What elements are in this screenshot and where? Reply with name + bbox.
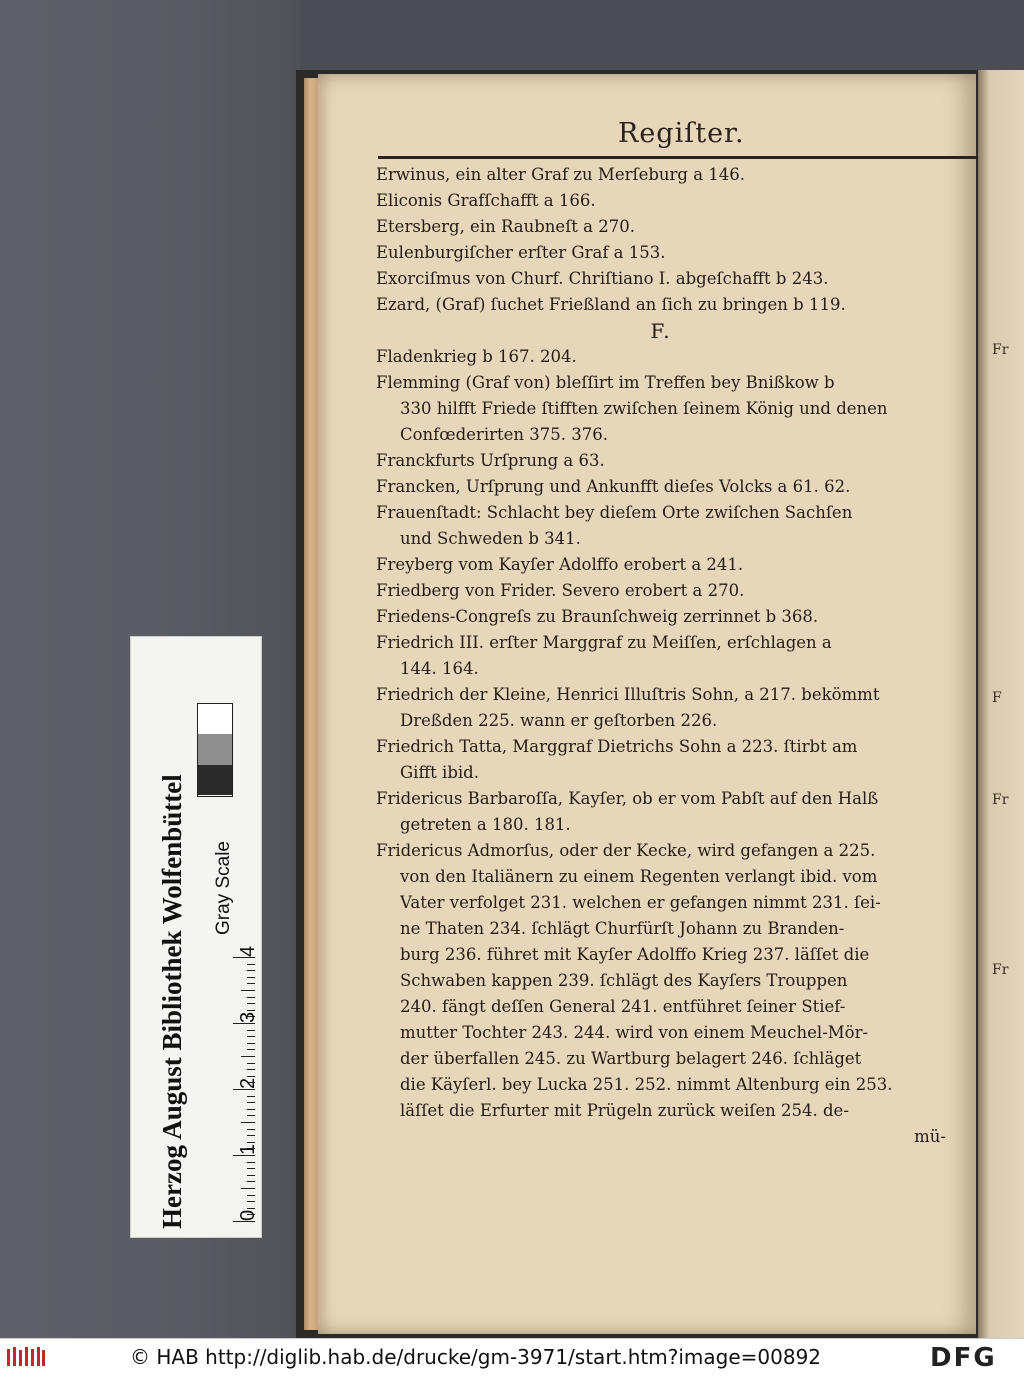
footer-bar [0, 1338, 1024, 1376]
entry-text: Frauenſtadt: Schlacht bey dieſem Orte zwiſchen Sachſen [376, 503, 853, 522]
entry-text: Francken, Urſprung und Ankunfft dieſes Volcks a 61. 62. [376, 477, 851, 496]
register-entry [376, 552, 946, 578]
ruler-tick [233, 1089, 255, 1090]
entry-continuation: Dreßden 225. wann er geſtorben 226. [400, 711, 718, 730]
entry-text: Franckfurts Urſprung a 63. [376, 451, 605, 470]
ruler-number: 1 [237, 1143, 259, 1155]
ruler-tick [247, 1036, 255, 1037]
entry-continuation: 144. 164. [400, 659, 479, 678]
color-scale-card [130, 636, 262, 1238]
entry-text: Friedrich Tatta, Marggraf Dietrichs Sohn a 223. ſtirbt am [376, 737, 858, 756]
ruler-number: 4 [237, 945, 259, 957]
entry-text: Friedens-Congreſs zu Braunſchweig zerrinnet b 368. [376, 607, 819, 626]
register-entry [376, 682, 946, 734]
entry-continuation: von den Italiänern zu einem Regenten verlangt ibid. vom [400, 867, 878, 886]
register-entry [376, 188, 946, 214]
entry-text: Exorciſmus von Churf. Chriſtiano I. abgeſchafft b 243. [376, 269, 829, 288]
ruler-tick [247, 1043, 255, 1044]
ruler-tick [247, 1063, 255, 1064]
ruler-number: 0 [237, 1209, 259, 1221]
entry-continuation: Confœderirten 375. 376. [400, 425, 608, 444]
ruler-tick [247, 1162, 255, 1163]
ruler-tick [247, 1109, 255, 1110]
entry-text: Friedrich III. erſter Marggraf zu Meiſſen, erſchlagen a [376, 633, 832, 652]
entry-text: Eliconis Grafſchafft a 166. [376, 191, 596, 210]
next-page-fragment: Fr [992, 962, 1009, 978]
ruler-tick [233, 1221, 255, 1222]
register-entry [376, 292, 946, 318]
entry-text: Fridericus Barbaroſſa, Kayſer, ob er vom Pabſt auf den Halß [376, 789, 879, 808]
register-entry [376, 162, 946, 188]
ruler-tick [247, 1208, 255, 1209]
ruler-tick [241, 1056, 255, 1057]
document-page [318, 74, 976, 1334]
ruler-tick [247, 1135, 255, 1136]
entry-continuation: Vater verfolget 231. welchen er gefangen nimmt 231. ſei- [400, 893, 881, 912]
ruler-tick [233, 1023, 255, 1024]
ruler-tick [241, 1122, 255, 1123]
ruler-tick [247, 1010, 255, 1011]
catchword: mü- [914, 1127, 946, 1146]
entry-text: Friedrich der Kleine, Henrici Illuſtris Sohn, a 217. bekömmt [376, 685, 880, 704]
next-page-fragment: F [992, 690, 1002, 706]
entry-text: Etersberg, ein Raubneſt a 270. [376, 217, 635, 236]
ruler-tick [241, 990, 255, 991]
entry-continuation: läſſet die Erfurter mit Prügeln zurück weiſen 254. de- [400, 1101, 849, 1120]
ruler-tick [247, 1096, 255, 1097]
ruler-tick [247, 1030, 255, 1031]
register-entry [376, 604, 946, 630]
register-entry [376, 370, 946, 448]
ruler-tick [233, 957, 255, 958]
entry-text: Erwinus, ein alter Graf zu Merſeburg a 146. [376, 165, 746, 184]
ruler-tick [247, 1168, 255, 1169]
entry-continuation: getreten a 180. 181. [400, 815, 571, 834]
register-entry [376, 500, 946, 552]
register-entry [376, 266, 946, 292]
register-entry [376, 214, 946, 240]
ruler-tick [247, 970, 255, 971]
ruler-tick [247, 1076, 255, 1077]
ruler-tick [247, 1003, 255, 1004]
register-entry [376, 786, 946, 838]
next-page-edge [978, 70, 1024, 1338]
entry-text: Friedberg von Frider. Severo erobert a 270. [376, 581, 745, 600]
entry-text: Fridericus Admorſus, oder der Kecke, wird gefangen a 225. [376, 841, 876, 860]
register-entry [376, 630, 946, 682]
next-page-fragment: Fr [992, 792, 1009, 808]
dfg-logo: DFG [930, 1343, 997, 1373]
ruler-tick [247, 1115, 255, 1116]
header-rule [378, 156, 982, 159]
section-letter: F. [650, 319, 672, 343]
register-entry [376, 240, 946, 266]
entry-continuation: ne Thaten 234. ſchlägt Churfürſt Johann zu Branden- [400, 919, 845, 938]
register-entry [376, 734, 946, 786]
ruler-tick [247, 1069, 255, 1070]
ruler-tick [247, 997, 255, 998]
copyright-url[interactable]: © HAB http://diglib.hab.de/drucke/gm-3971/start.htm?image=00892 [130, 1345, 822, 1369]
page-header: Regiſter. [618, 118, 745, 149]
ruler-tick [247, 1195, 255, 1196]
register-entry [376, 344, 946, 370]
entry-continuation: burg 236. führet mit Kayſer Adolffo Krieg 237. läſſet die [400, 945, 870, 964]
ruler-tick [247, 983, 255, 984]
entry-continuation: und Schweden b 341. [400, 529, 581, 548]
ruler-number: 3 [237, 1011, 259, 1023]
register-entry [376, 838, 946, 1124]
library-name: Herzog August Bibliothek Wolfenbüttel [157, 774, 187, 1229]
ruler-tick [233, 1155, 255, 1156]
ruler-tick [247, 1129, 255, 1130]
entry-text: Ezard, (Graf) ſuchet Frießland an ſich zu bringen b 119. [376, 295, 846, 314]
entry-text: Eulenburgiſcher erſter Graf a 153. [376, 243, 666, 262]
entry-continuation: die Käyſerl. bey Lucka 251. 252. nimmt Altenburg ein 253. [400, 1075, 893, 1094]
entry-continuation: 330 hilfft Friede ſtifften zwiſchen ſeinem König und denen [400, 399, 888, 418]
ruler-tick [247, 977, 255, 978]
ruler-tick [247, 1142, 255, 1143]
entry-continuation: 240. fängt deſſen General 241. entführet ſeiner Stief- [400, 997, 846, 1016]
register-entry [376, 578, 946, 604]
next-page-fragment: Fr [992, 342, 1009, 358]
ruler-tick [241, 1188, 255, 1189]
hab-logo-icon [6, 1346, 46, 1368]
register-entries [376, 162, 946, 1150]
entry-continuation: der überfallen 245. zu Wartburg belagert 246. ſchläget [400, 1049, 862, 1068]
register-entry [376, 474, 946, 500]
cm-ruler [231, 955, 259, 1225]
gray-swatches [197, 703, 233, 797]
ruler-tick [247, 1049, 255, 1050]
entry-continuation: mutter Tochter 243. 244. wird von einem Meuchel-Mör- [400, 1023, 869, 1042]
ruler-tick [247, 1201, 255, 1202]
ruler-tick [247, 1175, 255, 1176]
entry-text: Fladenkrieg b 167. 204. [376, 347, 577, 366]
ruler-number: 2 [237, 1077, 259, 1089]
entry-text: Freyberg vom Kayſer Adolffo erobert a 241. [376, 555, 744, 574]
ruler-tick [247, 1102, 255, 1103]
entry-text: Flemming (Graf von) bleſſirt im Treffen bey Bnißkow b [376, 373, 835, 392]
register-entry [376, 448, 946, 474]
ruler-tick [247, 964, 255, 965]
gray-scale-label: Gray Scale [213, 841, 234, 935]
ruler-tick [247, 1181, 255, 1182]
entry-continuation: Schwaben kappen 239. ſchlägt des Kayſers Trouppen [400, 971, 848, 990]
entry-continuation: Gifft ibid. [400, 763, 479, 782]
